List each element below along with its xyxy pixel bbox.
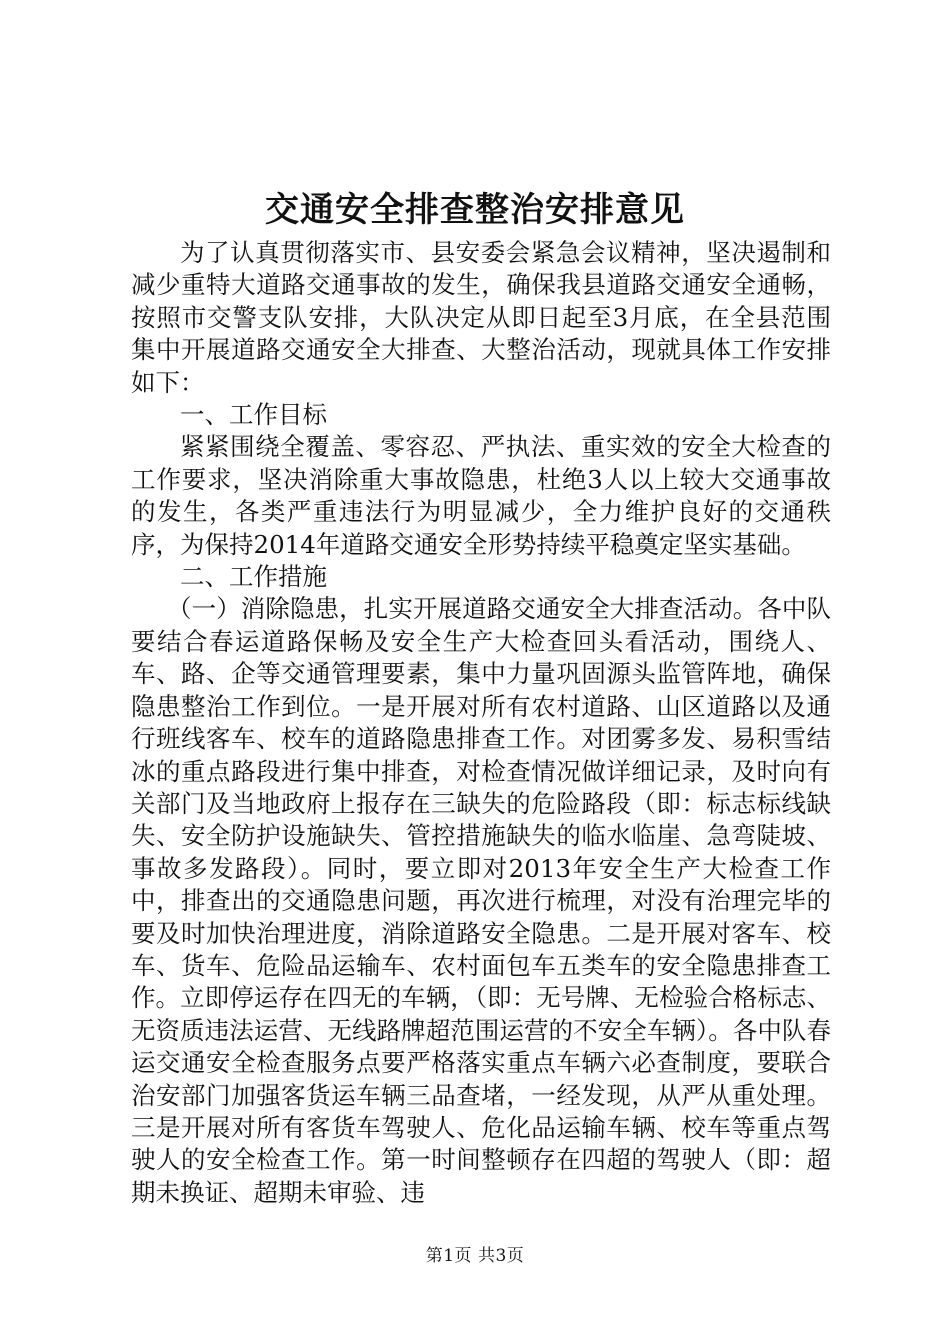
paragraph-measures: （一）消除隐患，扎实开展道路交通安全大排查活动。各中队要结合春运道路保畅及安全生产大检查回头看活动，围绕人、车、路、企等交通管理要素，集中力量巩固源头监管阵地，确保隐患整治工作到位。一是开展对所有农村道路、山区道路以及通行班线客车、校车的道路隐患排查工作。对团雾多发、易积雪结冰的重点路段进行集中排查，对检查情况做详细记录，及时向有关部门及当地政府上报存在三缺失的危险路段（即：标志标线缺失、安全防护设施缺失、管控措施缺失的临水临崖、急弯陡坡、事故多发路段）。同时，要立即对2013年安全生产大检查工作中，排查出的交通隐患问题，再次进行梳理，对没有治理完毕的要及时加快治理进度，消除道路安全隐患。二是开展对客车、校车、货车、危险品运输车、农村面包车五类车的安全隐患排查工作。立即停运存在四无的车辆，（即：无号牌、无检验合格标志、无资质违法运营、无线路牌超范围运营的不安全车辆）。各中队春运交通安全检查服务点要严格落实重点车辆六必查制度，要联合治安部门加强客货运车辆三品查堵，一经发现，从严从重处理。三是开展对所有客货车驾驶人、危化品运输车辆、校车等重点驾驶人的安全检查工作。第一时间整顿存在四超的驾驶人（即：超期未换证、超期未审验、违 [131, 594, 831, 1207]
paragraph-goals: 紧紧围绕全覆盖、零容忍、严执法、重实效的安全大检查的工作要求，坚决消除重大事故隐患，杜绝3人以上较大交通事故的发生，各类严重违法行为明显减少，全力维护良好的交通秩序，为保持2014年道路交通安全形势持续平稳奠定坚实基础。 [131, 432, 831, 559]
document-title: 交通安全排查整治安排意见 [265, 190, 685, 230]
section-heading-goals: 一、工作目标 [180, 400, 327, 430]
page-footer: 第1页 共3页 [425, 1246, 525, 1266]
section-heading-measures: 二、工作措施 [180, 562, 327, 592]
document-body [131, 237, 831, 1209]
paragraph-intro: 为了认真贯彻落实市、县安委会紧急会议精神，坚决遏制和减少重特大道路交通事故的发生，确保我县道路交通安全通畅，按照市交警支队安排，大队决定从即日起至3月底，在全县范围集中开展道路交通安全大排查、大整治活动，现就具体工作安排如下： [131, 238, 831, 397]
